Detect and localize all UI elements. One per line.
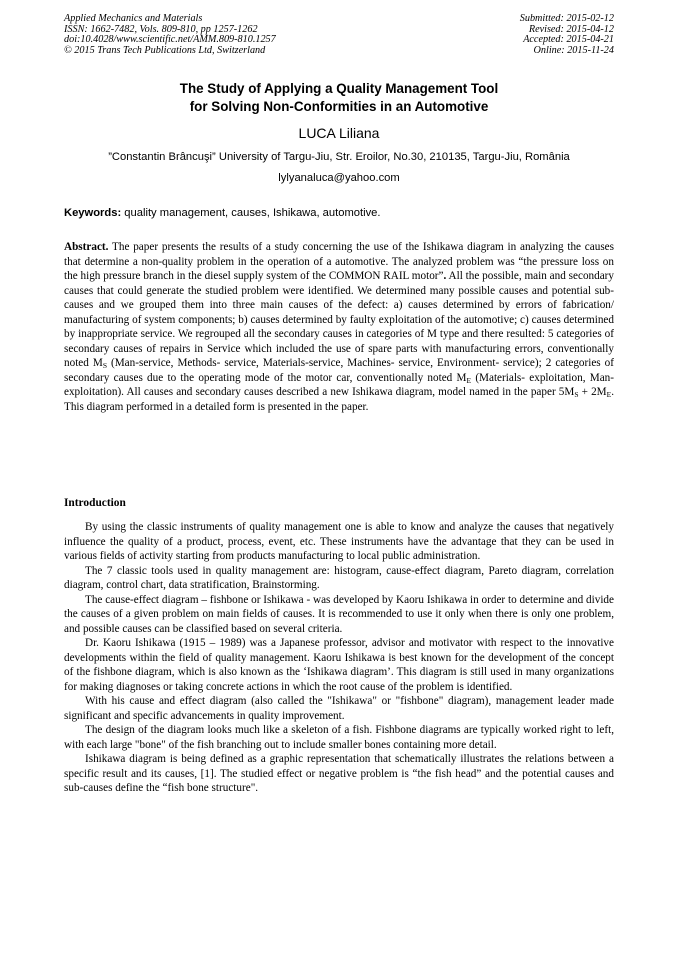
online-date: Online: 2015-11-24: [533, 44, 614, 56]
introduction-body: [64, 520, 614, 796]
abstract-bold-dot: .: [443, 270, 447, 282]
abstract: [64, 240, 614, 414]
abstract-text-3: (Man-service, Methods- service, Materials-service, Machines- service, Environment- service); 2 categories of secondary causes due to the operating mode of the motor car, conventionally noted M: [64, 357, 614, 384]
paragraph: Ishikawa diagram is being defined as a graphic representation that schematically illustrates the relations between a specific result and its causes, [1]. The studied effect or negative problem is “the fish head” and the potential causes and sub-causes define the “fish bone structure".: [64, 753, 614, 794]
paragraph: The cause-effect diagram – fishbone or Ishikawa - was developed by Kaoru Ishikawa in order to determine and divide the causes of a given problem on main fields of causes. It is recommended to use it only when there is only one problem, and possible causes can be classified based on several criteria.: [64, 593, 614, 635]
abstract-text-2: All the possible, main and secondary causes that could generate the studied problem were identified. We determined many possible causes and potential sub-causes and we grouped them into three main causes of the defect: a) causes determined by errors of fabrication/ manufacturing of system components; b) causes determined by faulty exploitation of the automotive; c) causes determined by inappropriate service. We regrouped all the secondary causes in categories of M type and there resulted: 5 categories of secondary causes of repairs in Service which included the use of spare parts with manufacturing errors, conventionally noted M: [64, 270, 615, 369]
author-affiliation: ”Constantin Brâncuşi” University of Targu-Jiu, Str. Eroilor, No.30, 210135, Targu-Jiu, România: [108, 151, 570, 163]
doi-line: doi:10.4028/www.scientific.net/AMM.809-810.1257: [64, 34, 276, 46]
abstract-text-5: + 2M: [578, 386, 607, 398]
keywords: [64, 206, 614, 220]
abstract-label: Abstract.: [64, 241, 109, 253]
paper-title: [64, 80, 614, 116]
keywords-label: Keywords:: [64, 207, 122, 219]
accepted-date: Accepted: 2015-04-21: [523, 34, 614, 46]
paragraph: With his cause and effect diagram (also called the "Ishikawa" or "fishbone" diagram), management leader made significant and specific advancements in quality improvement.: [64, 695, 614, 722]
author-name: LUCA Liliana: [298, 125, 380, 141]
author-email: lylyanaluca@yahoo.com: [278, 172, 400, 184]
paragraph: The design of the diagram looks much like a skeleton of a fish. Fishbone diagrams are typically worked right to left, with each large "bone" of the fish branching out to include smaller bones containing more detail.: [64, 724, 614, 751]
copyright-line: © 2015 Trans Tech Publications Ltd, Switzerland: [64, 44, 266, 56]
publication-dates: [520, 14, 614, 56]
subscript-s-2: S: [574, 390, 579, 399]
journal-name: Applied Mechanics and Materials: [64, 13, 203, 24]
subscript-e-2: E: [606, 390, 612, 399]
submitted-date: Submitted: 2015-02-12: [519, 13, 614, 24]
abstract-text-4: (Materials- exploitation, Man- exploitation). All causes and secondary causes described a new Ishikawa diagram, model named in the paper 5M: [64, 371, 614, 398]
subscript-e: E: [466, 375, 472, 385]
paragraph: Dr. Kaoru Ishikawa (1915 – 1989) was a Japanese professor, advisor and motivator with respect to the innovative developments within the field of quality management. Kaoru Ishikawa is best known for the development of the concept of the fishbone diagram, which is also known as the ‘Ishikawa diagram’. This diagram is still used in many organizations for making diagnoses or taking concrete actions in which the root cause of the problem is identified.: [64, 637, 614, 693]
issn-line: ISSN: 1662-7482, Vols. 809-810, pp 1257-1262: [64, 23, 258, 35]
abstract-text-1: The paper presents the results of a study concerning the use of the Ishikawa diagram in analyzing the causes that determine a non-quality problem in the operation of a automotive. The analyzed problem was “the pressure loss on the high pressure branch in the diesel supply system of the COMMON RAIL motor”: [64, 241, 614, 282]
subscript-s: S: [102, 361, 107, 370]
title-line-1: The Study of Applying a Quality Management Tool: [179, 81, 499, 96]
section-heading-introduction: Introduction: [64, 497, 126, 509]
paragraph: By using the classic instruments of quality management one is able to know and analyze the causes that negatively influence the quality of a product, process, event, etc. These instruments have the advantage that they can be used in various fields of activity starting from products manufacturing to local public administration.: [64, 521, 614, 562]
paragraph: The 7 classic tools used in quality management are: histogram, cause-effect diagram, Pareto diagram, correlation diagram, control chart, data stratification, Brainstorming.: [64, 564, 614, 591]
journal-info: [64, 14, 276, 56]
abstract-text-6: . This diagram performed in a detailed form is presented in the paper.: [64, 386, 614, 413]
revised-date: Revised: 2015-04-12: [528, 23, 614, 35]
title-line-2: for Solving Non-Conformities in an Automotive: [189, 99, 489, 114]
keywords-text: quality management, causes, Ishikawa, automotive.: [121, 207, 381, 219]
